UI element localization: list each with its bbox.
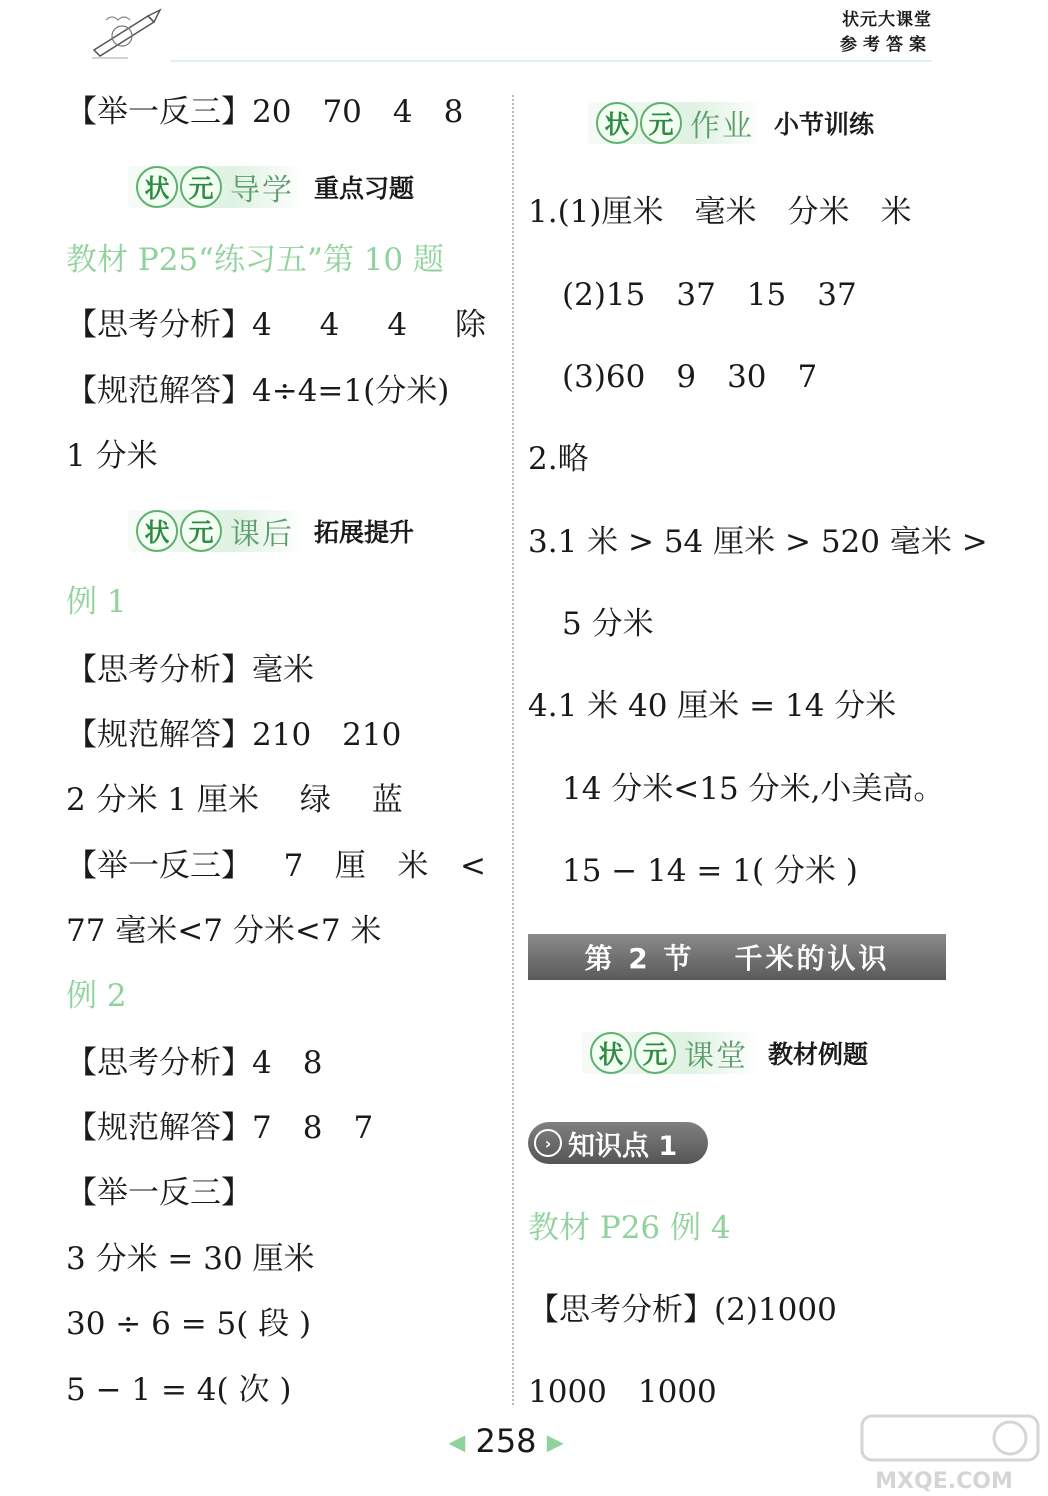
answer-line: (3)60 9 30 7 (562, 359, 818, 395)
banner-zuoye (588, 100, 874, 146)
banner-badge (128, 166, 304, 208)
page-number (446, 1422, 566, 1460)
answer-line: 【思考分析】毫米 (66, 652, 314, 688)
banner-word: 课堂 (684, 1039, 748, 1074)
column-divider (512, 95, 514, 1405)
answer-part: < (459, 848, 486, 884)
banner-title: 小节训练 (774, 110, 875, 139)
answer-part: 除 (454, 307, 486, 343)
answer-line: 3 分米 = 30 厘米 (66, 1241, 315, 1277)
answer-part: 4 (319, 307, 340, 343)
answer-line: 14 分米<15 分米,小美高。 (562, 771, 945, 807)
textbook-reference: 教材 P26 例 4 (528, 1210, 731, 1246)
answer-line: 77 毫米<7 分米<7 米 (66, 913, 382, 949)
header-subtitle: 参考答案 (840, 35, 932, 55)
answer-line: 1.(1)厘米 毫米 分米 米 (528, 194, 912, 230)
section-title: 千米的认识 (734, 942, 890, 975)
header-title: 状元大课堂 (842, 10, 932, 30)
banner-circle: 元 (180, 166, 222, 208)
watermark-text: MXQE.COM (875, 1469, 1013, 1492)
chevron-right-icon: › (534, 1129, 562, 1157)
answer-line: 1000 1000 (528, 1374, 717, 1410)
banner-title: 拓展提升 (314, 518, 415, 547)
answer-line: 【规范解答】210 210 (66, 717, 402, 753)
answer-line: 【举一反三】 (66, 1175, 252, 1211)
example-label: 例 1 (66, 584, 127, 620)
banner-circle: 元 (640, 102, 682, 144)
banner-badge (588, 102, 764, 144)
answer-line: 15 − 14 = 1( 分米 ) (562, 853, 858, 889)
answer-line: 【举一反三】20 70 4 8 (66, 94, 464, 130)
banner-badge (128, 510, 304, 552)
answer-part: 【举一反三】 (66, 848, 252, 884)
answer-line: 2 分米 1 厘米 绿 蓝 (66, 782, 403, 818)
section-label: 第 2 节 (584, 942, 695, 975)
answer-line: (2)15 37 15 37 (562, 277, 857, 313)
knowledge-point-label: 知识点 1 (568, 1130, 678, 1162)
answer-part: 【思考分析】4 (66, 307, 272, 343)
banner-word: 课后 (230, 517, 294, 552)
answer-part: 米 (397, 848, 429, 884)
banner-circle: 状 (596, 102, 638, 144)
answer-line: 3.1 米 > 54 厘米 > 520 毫米 > (528, 524, 988, 560)
header-title-block (840, 8, 932, 58)
answer-part: 4 (387, 307, 408, 343)
banner-title: 重点习题 (314, 174, 415, 203)
banner-badge (582, 1032, 758, 1074)
answer-line: 30 ÷ 6 = 5( 段 ) (66, 1306, 312, 1342)
banner-circle: 状 (136, 510, 178, 552)
triangle-right-icon: ▶ (546, 1430, 564, 1456)
section-heading (528, 934, 946, 980)
banner-circle: 状 (590, 1032, 632, 1074)
answer-line: 【思考分析】(2)1000 (528, 1292, 837, 1328)
textbook-reference: 教材 P25“练习五”第 10 题 (66, 242, 445, 278)
banner-circle: 状 (136, 166, 178, 208)
answer-line: 【思考分析】4 8 (66, 1045, 323, 1081)
banner-word: 作业 (690, 109, 754, 144)
answer-part: 7 (283, 848, 304, 884)
banner-daoxue (128, 164, 414, 210)
watermark-logo (860, 1412, 1040, 1492)
answer-line: 2.略 (528, 441, 589, 477)
banner-circle: 元 (634, 1032, 676, 1074)
answer-line (66, 846, 486, 886)
pencil-logo-icon (88, 6, 174, 60)
knowledge-point-badge (528, 1122, 708, 1164)
page-number-text: 258 (475, 1422, 537, 1460)
answer-line: 【规范解答】7 8 7 (66, 1110, 374, 1146)
answer-part: 厘 (334, 848, 366, 884)
banner-ketang (582, 1030, 868, 1076)
answer-line: 【规范解答】4÷4=1(分米) (66, 373, 450, 409)
banner-title: 教材例题 (768, 1040, 869, 1069)
header-rule (170, 60, 932, 62)
example-label: 例 2 (66, 978, 127, 1014)
banner-circle: 元 (180, 510, 222, 552)
answer-line: 5 分米 (562, 606, 654, 642)
answer-line: 4.1 米 40 厘米 = 14 分米 (528, 688, 897, 724)
answer-line: 1 分米 (66, 438, 158, 474)
banner-kehou (128, 508, 414, 554)
banner-word: 导学 (230, 173, 294, 208)
triangle-left-icon: ◀ (448, 1430, 466, 1456)
answer-line: 5 − 1 = 4( 次 ) (66, 1372, 292, 1408)
answer-line (66, 305, 486, 345)
